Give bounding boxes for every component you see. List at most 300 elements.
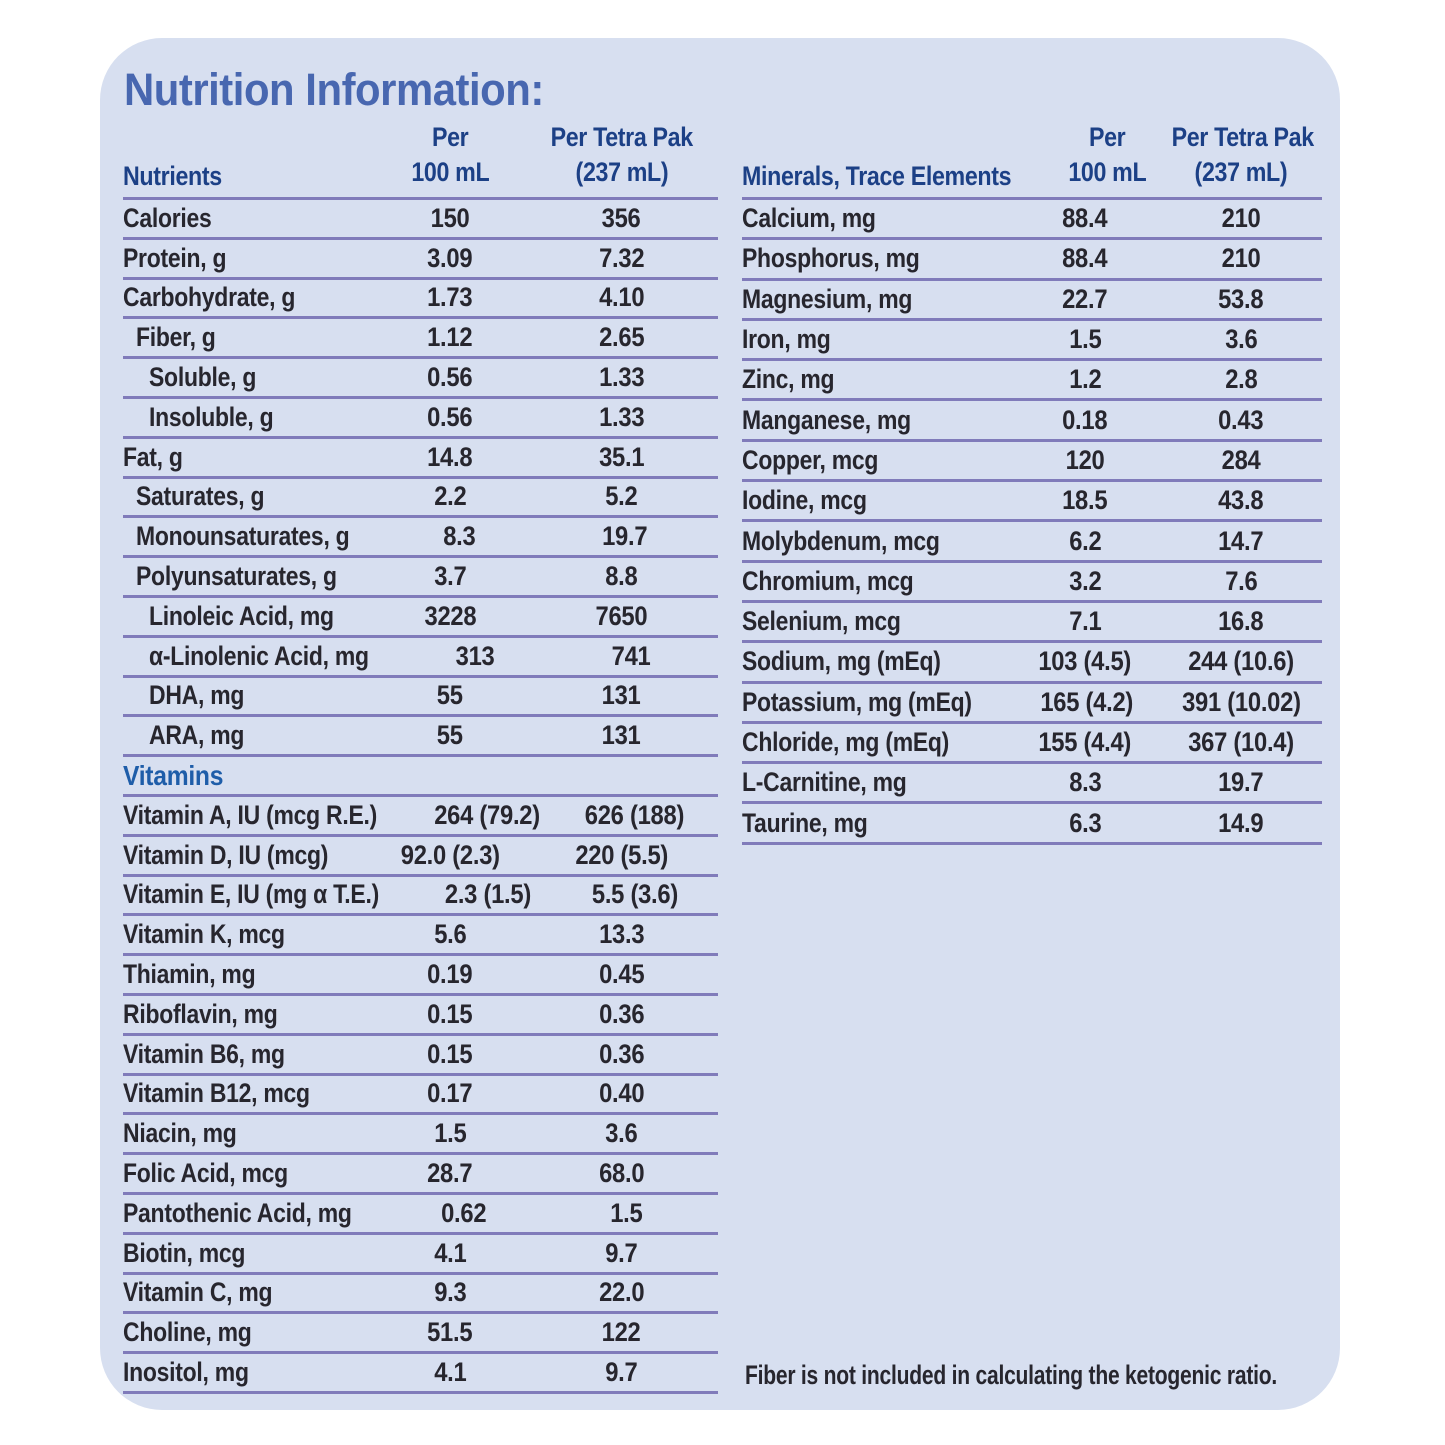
nutrient-label-cell	[123, 561, 375, 592]
nutrient-label: Folic Acid, mcg	[123, 1158, 288, 1189]
nutrient-label: Monounsaturates, g	[136, 521, 350, 552]
per-100ml-value: 0.62	[440, 1197, 486, 1228]
per-tetra-pak-value: 22.0	[598, 1277, 645, 1308]
per-100ml-header-line: Per	[1089, 122, 1126, 152]
per-100ml-cell	[1010, 243, 1160, 274]
nutrient-label: Iodine, mcg	[742, 485, 867, 516]
per-100ml-cell	[375, 601, 525, 632]
per-tetra-pak-header-line: Per Tetra Pak	[550, 122, 693, 152]
per-100ml-header-line: 100 mL	[1068, 157, 1147, 187]
per-tetra-pak-value: 0.36	[598, 998, 645, 1029]
nutrient-label-cell	[742, 566, 1010, 597]
per-tetra-pak-cell	[525, 1078, 718, 1109]
nutrient-label: Iron, mg	[742, 324, 831, 355]
nutrient-label: Choline, mg	[123, 1317, 252, 1348]
nutrient-label-cell	[742, 646, 1010, 677]
per-100ml-cell	[375, 1357, 525, 1388]
nutrient-label: Fat, g	[123, 441, 183, 472]
nutrient-label-cell	[742, 687, 1012, 718]
per-tetra-pak-value: 2.8	[1224, 364, 1258, 395]
table-header-row	[123, 124, 718, 200]
per-tetra-pak-cell	[1160, 646, 1322, 677]
nutrient-label: Sodium, mg (mEq)	[742, 646, 941, 677]
table-row	[123, 598, 718, 638]
per-100ml-value: 155 (4.4)	[1038, 727, 1132, 757]
nutrient-label: Thiamin, mg	[123, 959, 256, 990]
nutrient-label-cell	[123, 919, 375, 950]
per-100ml-value: 1.73	[427, 282, 473, 313]
nutrient-label-cell	[742, 485, 1010, 516]
table-row	[742, 522, 1322, 562]
per-tetra-pak-cell	[1160, 485, 1322, 516]
nutrient-label: Protein, g	[123, 242, 227, 273]
per-100ml-cell	[408, 641, 544, 672]
table-row	[123, 359, 718, 399]
per-tetra-pak-cell	[1160, 566, 1322, 597]
per-tetra-pak-value: 0.36	[598, 1038, 645, 1069]
section-header-row	[123, 757, 718, 797]
per-tetra-pak-cell	[532, 521, 718, 552]
per-tetra-pak-cell	[525, 203, 718, 234]
per-100ml-value: 1.5	[1068, 324, 1102, 355]
per-tetra-pak-value: 19.7	[602, 521, 648, 552]
per-100ml-cell	[387, 521, 532, 552]
nutrient-label: DHA, mg	[149, 680, 245, 711]
table-row	[742, 281, 1322, 321]
table-row	[123, 1354, 718, 1394]
per-100ml-value: 3.09	[427, 242, 473, 273]
nutrient-label-cell	[742, 727, 1010, 758]
nutrient-label: Calories	[123, 202, 212, 233]
per-100ml-cell	[375, 999, 525, 1030]
nutrient-label: Biotin, mcg	[123, 1237, 246, 1268]
nutrient-label-cell	[123, 959, 375, 990]
nutrient-label-cell	[123, 1317, 375, 1348]
per-100ml-value: 1.12	[427, 322, 473, 353]
per-tetra-pak-cell	[525, 322, 718, 353]
per-100ml-cell	[375, 282, 525, 313]
per-tetra-pak-cell	[543, 641, 718, 672]
per-tetra-pak-value: 7650	[595, 600, 648, 631]
per-tetra-pak-cell	[1160, 526, 1322, 557]
per-100ml-cell	[1010, 405, 1160, 436]
per-tetra-pak-cell	[525, 1277, 718, 1308]
nutrient-label-cell	[742, 364, 1010, 395]
nutrient-label: Manganese, mg	[742, 404, 911, 435]
nutrient-label: Phosphorus, mg	[742, 243, 920, 274]
nutrient-label: Inositol, mg	[123, 1357, 249, 1387]
table-row	[123, 1275, 718, 1315]
nutrient-label: Selenium, mcg	[742, 606, 901, 637]
per-100ml-cell	[375, 1118, 525, 1149]
per-tetra-pak-cell	[525, 481, 718, 512]
per-100ml-cell	[1010, 566, 1160, 597]
nutrient-label-cell	[123, 442, 375, 473]
per-100ml-value: 165 (4.2)	[1040, 686, 1134, 717]
per-100ml-cell	[375, 1277, 525, 1308]
per-100ml-value: 150	[430, 202, 470, 233]
nutrient-label: Potassium, mg (mEq)	[742, 686, 972, 717]
per-tetra-pak-value: 14.7	[1218, 525, 1264, 556]
table-row	[123, 399, 718, 439]
per-100ml-value: 5.6	[433, 919, 467, 950]
per-100ml-value: 8.3	[443, 521, 476, 552]
per-tetra-pak-value: 13.3	[598, 919, 645, 950]
per-100ml-value: 3.2	[1068, 565, 1102, 596]
table-header-label: Nutrients	[123, 161, 222, 191]
per-100ml-value: 3.7	[433, 561, 467, 592]
per-100ml-value: 18.5	[1062, 485, 1108, 516]
nutrient-label-cell	[123, 641, 408, 672]
per-tetra-pak-value: 43.8	[1218, 485, 1264, 516]
nutrient-label-cell	[742, 324, 1010, 355]
per-100ml-cell	[375, 680, 525, 711]
per-100ml-value: 1.5	[433, 1118, 467, 1149]
table-row	[123, 319, 718, 359]
per-tetra-pak-cell	[525, 282, 718, 313]
nutrient-label: Fiber, g	[136, 322, 216, 353]
nutrient-label-cell	[123, 1158, 375, 1189]
per-tetra-pak-value: 356	[602, 202, 641, 233]
per-tetra-pak-value: 7.32	[598, 242, 645, 273]
per-100ml-value: 3228	[424, 600, 476, 631]
per-tetra-pak-header-cell	[525, 122, 718, 192]
per-tetra-pak-value: 1.5	[610, 1197, 643, 1228]
per-100ml-cell	[1010, 526, 1160, 557]
per-tetra-pak-cell	[525, 601, 718, 632]
table-row	[742, 764, 1322, 804]
nutrient-label-cell	[123, 999, 375, 1030]
nutrient-label: Vitamin A, IU (mcg R.E.)	[123, 799, 378, 830]
per-tetra-pak-value: 122	[602, 1317, 641, 1348]
nutrient-label: Chromium, mcg	[742, 565, 914, 596]
nutrient-label: Taurine, mg	[742, 807, 868, 838]
table-row	[123, 280, 718, 320]
per-tetra-pak-value: 3.6	[1224, 324, 1258, 355]
nutrient-label-cell	[742, 405, 1010, 436]
per-tetra-pak-cell	[535, 1198, 718, 1229]
nutrient-label-cell	[123, 601, 375, 632]
table-row	[123, 558, 718, 598]
per-tetra-pak-value: 9.7	[605, 1357, 638, 1387]
per-tetra-pak-cell	[525, 680, 718, 711]
nutrient-label-cell	[123, 1078, 375, 1109]
per-100ml-cell	[1012, 687, 1161, 718]
nutrient-label: Zinc, mg	[742, 364, 835, 395]
per-100ml-cell	[1010, 324, 1160, 355]
nutrient-label: Vitamin E, IU (mg α T.E.)	[123, 879, 379, 910]
per-tetra-pak-cell	[525, 999, 718, 1030]
per-100ml-value: 6.2	[1068, 525, 1102, 556]
per-100ml-value: 88.4	[1062, 203, 1108, 234]
per-100ml-cell	[1010, 445, 1160, 476]
per-100ml-header-line: 100 mL	[411, 157, 489, 187]
table-row	[742, 361, 1322, 401]
nutrient-label: Saturates, g	[136, 481, 265, 512]
per-100ml-value: 22.7	[1062, 283, 1108, 314]
nutrient-label-cell	[123, 203, 375, 234]
per-100ml-value: 0.15	[427, 1038, 473, 1069]
per-100ml-cell	[375, 919, 525, 950]
table-row	[123, 996, 718, 1036]
table-row	[123, 1155, 718, 1195]
per-tetra-pak-value: 7.6	[1224, 565, 1258, 596]
nutrient-label-cell	[123, 1039, 375, 1070]
nutrient-label-cell	[123, 800, 422, 831]
nutrient-label: Riboflavin, mg	[123, 998, 278, 1029]
per-tetra-pak-cell	[525, 840, 718, 871]
table-row	[742, 482, 1322, 522]
per-100ml-cell	[375, 203, 525, 234]
nutrient-label-cell	[123, 879, 424, 910]
section-header-cell	[123, 760, 718, 792]
per-100ml-value: 8.3	[1068, 767, 1102, 798]
per-tetra-pak-cell	[525, 1238, 718, 1269]
nutrient-label-cell	[742, 445, 1010, 476]
per-tetra-pak-value: 3.6	[605, 1118, 638, 1149]
per-tetra-pak-value: 68.0	[598, 1158, 645, 1189]
per-100ml-value: 1.2	[1068, 364, 1102, 395]
per-tetra-pak-cell	[551, 800, 718, 831]
per-100ml-cell	[375, 243, 525, 274]
nutrient-label-cell	[742, 606, 1010, 637]
nutrient-label-cell	[123, 1277, 375, 1308]
per-tetra-pak-cell	[1160, 808, 1322, 839]
per-100ml-value: 0.18	[1062, 404, 1108, 435]
nutrient-label-cell	[123, 282, 375, 313]
table-row	[123, 200, 718, 240]
nutrient-label: Polyunsaturates, g	[136, 561, 337, 592]
per-100ml-cell	[375, 1317, 525, 1348]
per-100ml-cell	[1010, 767, 1160, 798]
per-100ml-cell	[424, 879, 553, 910]
nutrient-label: L-Carnitine, mg	[742, 767, 907, 798]
nutrient-label: Soluble, g	[149, 362, 257, 393]
per-tetra-pak-value: 367 (10.4)	[1188, 727, 1294, 757]
table-row	[123, 1195, 718, 1235]
nutrient-label-cell	[123, 1357, 375, 1388]
per-100ml-cell	[1010, 284, 1160, 315]
per-tetra-pak-value: 220 (5.5)	[575, 839, 668, 870]
nutrient-label: ARA, mg	[149, 720, 245, 751]
nutrient-label-cell	[123, 362, 375, 393]
per-100ml-value: 264 (79.2)	[433, 799, 540, 830]
table-row	[742, 321, 1322, 361]
per-tetra-pak-cell	[525, 720, 718, 751]
per-tetra-pak-value: 0.40	[598, 1078, 645, 1109]
nutrition-information-panel	[100, 38, 1340, 1410]
nutrient-label: Vitamin C, mg	[123, 1277, 273, 1308]
per-tetra-pak-value: 391 (10.02)	[1182, 686, 1301, 717]
per-100ml-cell	[1010, 485, 1160, 516]
nutrient-label-cell	[123, 322, 375, 353]
per-100ml-value: 88.4	[1062, 243, 1108, 274]
per-tetra-pak-value: 131	[602, 680, 641, 711]
per-100ml-value: 7.1	[1068, 606, 1102, 637]
per-tetra-pak-cell	[1160, 364, 1322, 395]
table-header-row	[742, 124, 1322, 200]
nutrient-label-cell	[123, 481, 375, 512]
table-row	[123, 1314, 718, 1354]
per-100ml-cell	[392, 1198, 535, 1229]
per-tetra-pak-value: 1.33	[598, 362, 645, 393]
nutrient-label-cell	[742, 526, 1010, 557]
per-100ml-header-cell	[375, 122, 525, 192]
per-100ml-cell	[1010, 808, 1160, 839]
nutrient-label-cell	[123, 720, 375, 751]
per-tetra-pak-value: 244 (10.6)	[1188, 646, 1294, 677]
per-tetra-pak-value: 626 (188)	[585, 799, 685, 830]
per-100ml-cell	[375, 1078, 525, 1109]
per-100ml-value: 92.0 (2.3)	[400, 839, 500, 870]
per-100ml-header-cell	[1055, 122, 1160, 192]
per-tetra-pak-value: 8.8	[605, 561, 638, 592]
per-tetra-pak-cell	[525, 959, 718, 990]
per-tetra-pak-cell	[525, 919, 718, 950]
nutrient-label-cell	[742, 284, 1010, 315]
per-100ml-cell	[375, 959, 525, 990]
table-row	[742, 442, 1322, 482]
nutrient-label: Vitamin B6, mg	[123, 1038, 285, 1069]
nutrient-label-cell	[123, 243, 375, 274]
table-row	[123, 479, 718, 519]
per-100ml-cell	[1010, 203, 1160, 234]
table-header-label-cell	[742, 161, 1055, 192]
nutrient-label: Magnesium, mg	[742, 283, 913, 314]
per-tetra-pak-value: 16.8	[1218, 606, 1264, 637]
per-100ml-cell	[375, 840, 525, 871]
per-100ml-value: 55	[437, 680, 463, 711]
per-tetra-pak-cell	[525, 362, 718, 393]
footnote-text: Fiber is not included in calculating the ketogenic ratio.	[745, 1360, 1277, 1390]
table-row	[123, 717, 718, 757]
table-row	[123, 837, 718, 877]
nutrient-label: Linoleic Acid, mg	[149, 600, 334, 631]
nutrient-label-cell	[123, 1198, 392, 1229]
table-row	[123, 638, 718, 678]
per-100ml-cell	[375, 720, 525, 751]
per-tetra-pak-cell	[1160, 606, 1322, 637]
footnote	[745, 1360, 1340, 1391]
per-tetra-pak-cell	[525, 1317, 718, 1348]
table-row	[742, 643, 1322, 683]
per-100ml-value: 0.19	[427, 959, 473, 990]
nutrient-label: Niacin, mg	[123, 1118, 237, 1149]
table-row	[123, 518, 718, 558]
nutrient-label-cell	[742, 203, 1010, 234]
table-row	[123, 678, 718, 718]
nutrient-label-cell	[123, 521, 387, 552]
nutrient-label: Vitamin K, mcg	[123, 919, 285, 950]
table-row	[742, 684, 1322, 724]
per-tetra-pak-cell	[525, 1118, 718, 1149]
nutrient-label: Copper, mcg	[742, 444, 879, 475]
per-100ml-cell	[375, 481, 525, 512]
nutrient-label: Carbohydrate, g	[123, 282, 296, 313]
per-tetra-pak-cell	[1160, 243, 1322, 274]
per-100ml-value: 14.8	[427, 441, 473, 472]
per-100ml-value: 2.3 (1.5)	[445, 879, 532, 910]
per-tetra-pak-cell	[525, 442, 718, 473]
per-100ml-cell	[375, 1039, 525, 1070]
per-tetra-pak-value: 210	[1221, 203, 1261, 234]
per-tetra-pak-value: 9.7	[605, 1237, 638, 1268]
per-100ml-value: 9.3	[433, 1277, 467, 1308]
per-100ml-cell	[1010, 646, 1160, 677]
per-tetra-pak-cell	[525, 561, 718, 592]
per-100ml-value: 2.2	[433, 481, 467, 512]
per-100ml-value: 6.3	[1068, 807, 1102, 838]
per-100ml-value: 28.7	[427, 1158, 473, 1189]
per-tetra-pak-cell	[1160, 203, 1322, 234]
nutrients-table	[123, 124, 718, 1394]
per-tetra-pak-value: 35.1	[598, 441, 645, 472]
per-tetra-pak-value: 5.5 (3.6)	[592, 879, 679, 910]
per-tetra-pak-value: 2.65	[598, 322, 645, 353]
per-tetra-pak-value: 53.8	[1218, 283, 1264, 314]
nutrient-label-cell	[123, 1118, 375, 1149]
minerals-table	[742, 124, 1322, 845]
per-tetra-pak-cell	[1160, 284, 1322, 315]
table-row	[123, 240, 718, 280]
per-100ml-cell	[422, 800, 552, 831]
per-tetra-pak-value: 284	[1221, 444, 1261, 475]
per-tetra-pak-value: 0.43	[1218, 404, 1264, 435]
per-100ml-value: 55	[437, 720, 463, 751]
per-tetra-pak-header-line: Per Tetra Pak	[1171, 122, 1314, 152]
table-row	[742, 401, 1322, 441]
table-row	[123, 797, 718, 837]
per-tetra-pak-cell	[1160, 727, 1322, 758]
per-tetra-pak-header-cell	[1160, 122, 1322, 192]
per-100ml-value: 103 (4.5)	[1038, 646, 1132, 677]
per-tetra-pak-cell	[1160, 445, 1322, 476]
nutrient-label: Insoluble, g	[149, 401, 274, 432]
nutrient-label: α-Linolenic Acid, mg	[149, 640, 369, 671]
per-100ml-value: 0.56	[427, 401, 473, 432]
table-row	[123, 1235, 718, 1275]
per-100ml-cell	[375, 362, 525, 393]
per-tetra-pak-cell	[525, 1357, 718, 1388]
nutrient-label-cell	[123, 1238, 375, 1269]
table-row	[742, 804, 1322, 844]
per-tetra-pak-value: 210	[1221, 243, 1261, 274]
per-100ml-cell	[375, 442, 525, 473]
section-header-label: Vitamins	[123, 759, 224, 791]
table-row	[742, 603, 1322, 643]
table-row	[123, 439, 718, 479]
per-100ml-header-line: Per	[431, 122, 469, 152]
per-tetra-pak-value: 741	[611, 640, 651, 671]
nutrient-label-cell	[123, 680, 375, 711]
per-tetra-pak-value: 5.2	[605, 481, 638, 512]
per-100ml-value: 0.15	[427, 998, 473, 1029]
nutrient-label-cell	[742, 767, 1010, 798]
per-tetra-pak-cell	[525, 402, 718, 433]
per-100ml-cell	[1010, 606, 1160, 637]
table-row	[742, 563, 1322, 603]
table-header-label-cell	[123, 161, 375, 192]
per-100ml-value: 313	[456, 640, 495, 671]
nutrient-label-cell	[123, 840, 375, 871]
table-row	[123, 1115, 718, 1155]
per-tetra-pak-cell	[1160, 767, 1322, 798]
table-row	[123, 916, 718, 956]
per-100ml-cell	[375, 561, 525, 592]
table-row	[123, 877, 718, 917]
per-tetra-pak-header-line: (237 mL)	[1194, 157, 1288, 187]
per-tetra-pak-cell	[525, 1158, 718, 1189]
